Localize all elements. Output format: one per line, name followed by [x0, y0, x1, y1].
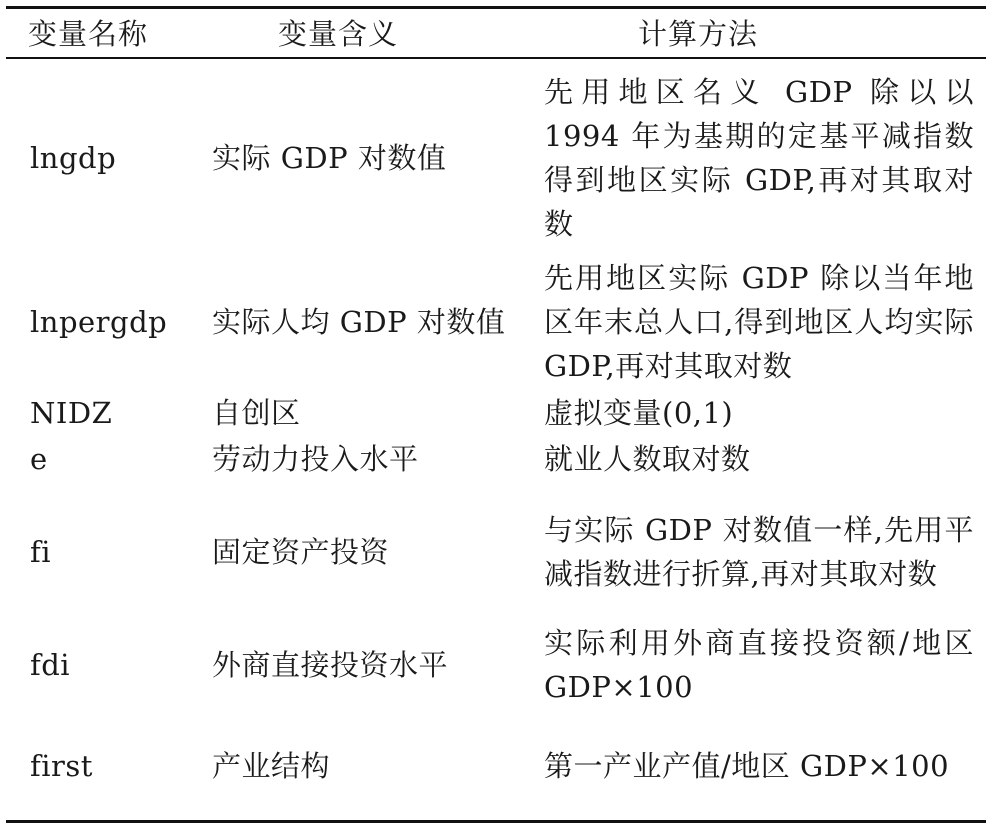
table-row [6, 436, 986, 482]
table-row [6, 484, 986, 620]
table-row [6, 390, 986, 436]
bottom-rule [6, 820, 986, 823]
header-variable-name: 变量名称 [28, 17, 149, 51]
calculation-method-cell: 就业人数取对数 [544, 442, 751, 476]
variable-name-cell: NIDZ [30, 396, 113, 430]
calculation-method-cell: 先用地区实际 GDP 除以当年地区年末总人口,得到地区人均实际 GDP,再对其取对数 [544, 261, 974, 383]
calculation-method-cell: 先用地区名义 GDP 除以以 1994 年为基期的定基平减指数得到地区实际 GDP,再对其取对数 [544, 75, 974, 241]
table-row [6, 620, 986, 710]
variable-meaning-cell: 产业结构 [212, 749, 331, 783]
variable-name-cell: first [30, 749, 93, 783]
variable-name-cell: fi [30, 535, 52, 569]
header-variable-meaning: 变量含义 [278, 17, 399, 51]
variable-meaning-cell: 外商直接投资水平 [212, 648, 449, 682]
variable-name-cell: lnpergdp [30, 305, 168, 339]
variable-table [6, 6, 986, 824]
variable-meaning-cell: 固定资产投资 [212, 535, 390, 569]
variable-meaning-cell: 自创区 [212, 396, 301, 430]
table-row [6, 254, 986, 390]
variable-meaning-cell: 劳动力投入水平 [212, 442, 419, 476]
calculation-method-cell: 实际利用外商直接投资额/地区 GDP×100 [544, 626, 974, 704]
variable-name-cell: e [30, 442, 48, 476]
table-row [6, 718, 986, 814]
variable-name-cell: fdi [30, 648, 71, 682]
variable-meaning-cell: 实际人均 GDP 对数值 [212, 305, 506, 339]
calculation-method-cell: 与实际 GDP 对数值一样,先用平减指数进行折算,再对其取对数 [544, 513, 974, 591]
header-rule [6, 57, 986, 59]
calculation-method-cell: 第一产业产值/地区 GDP×100 [544, 749, 950, 783]
calculation-method-cell: 虚拟变量(0,1) [544, 396, 734, 430]
variable-name-cell: lngdp [30, 141, 117, 175]
variable-meaning-cell: 实际 GDP 对数值 [212, 141, 447, 175]
header-calculation-method: 计算方法 [638, 17, 759, 51]
top-rule [6, 6, 986, 9]
table-row [6, 66, 986, 250]
